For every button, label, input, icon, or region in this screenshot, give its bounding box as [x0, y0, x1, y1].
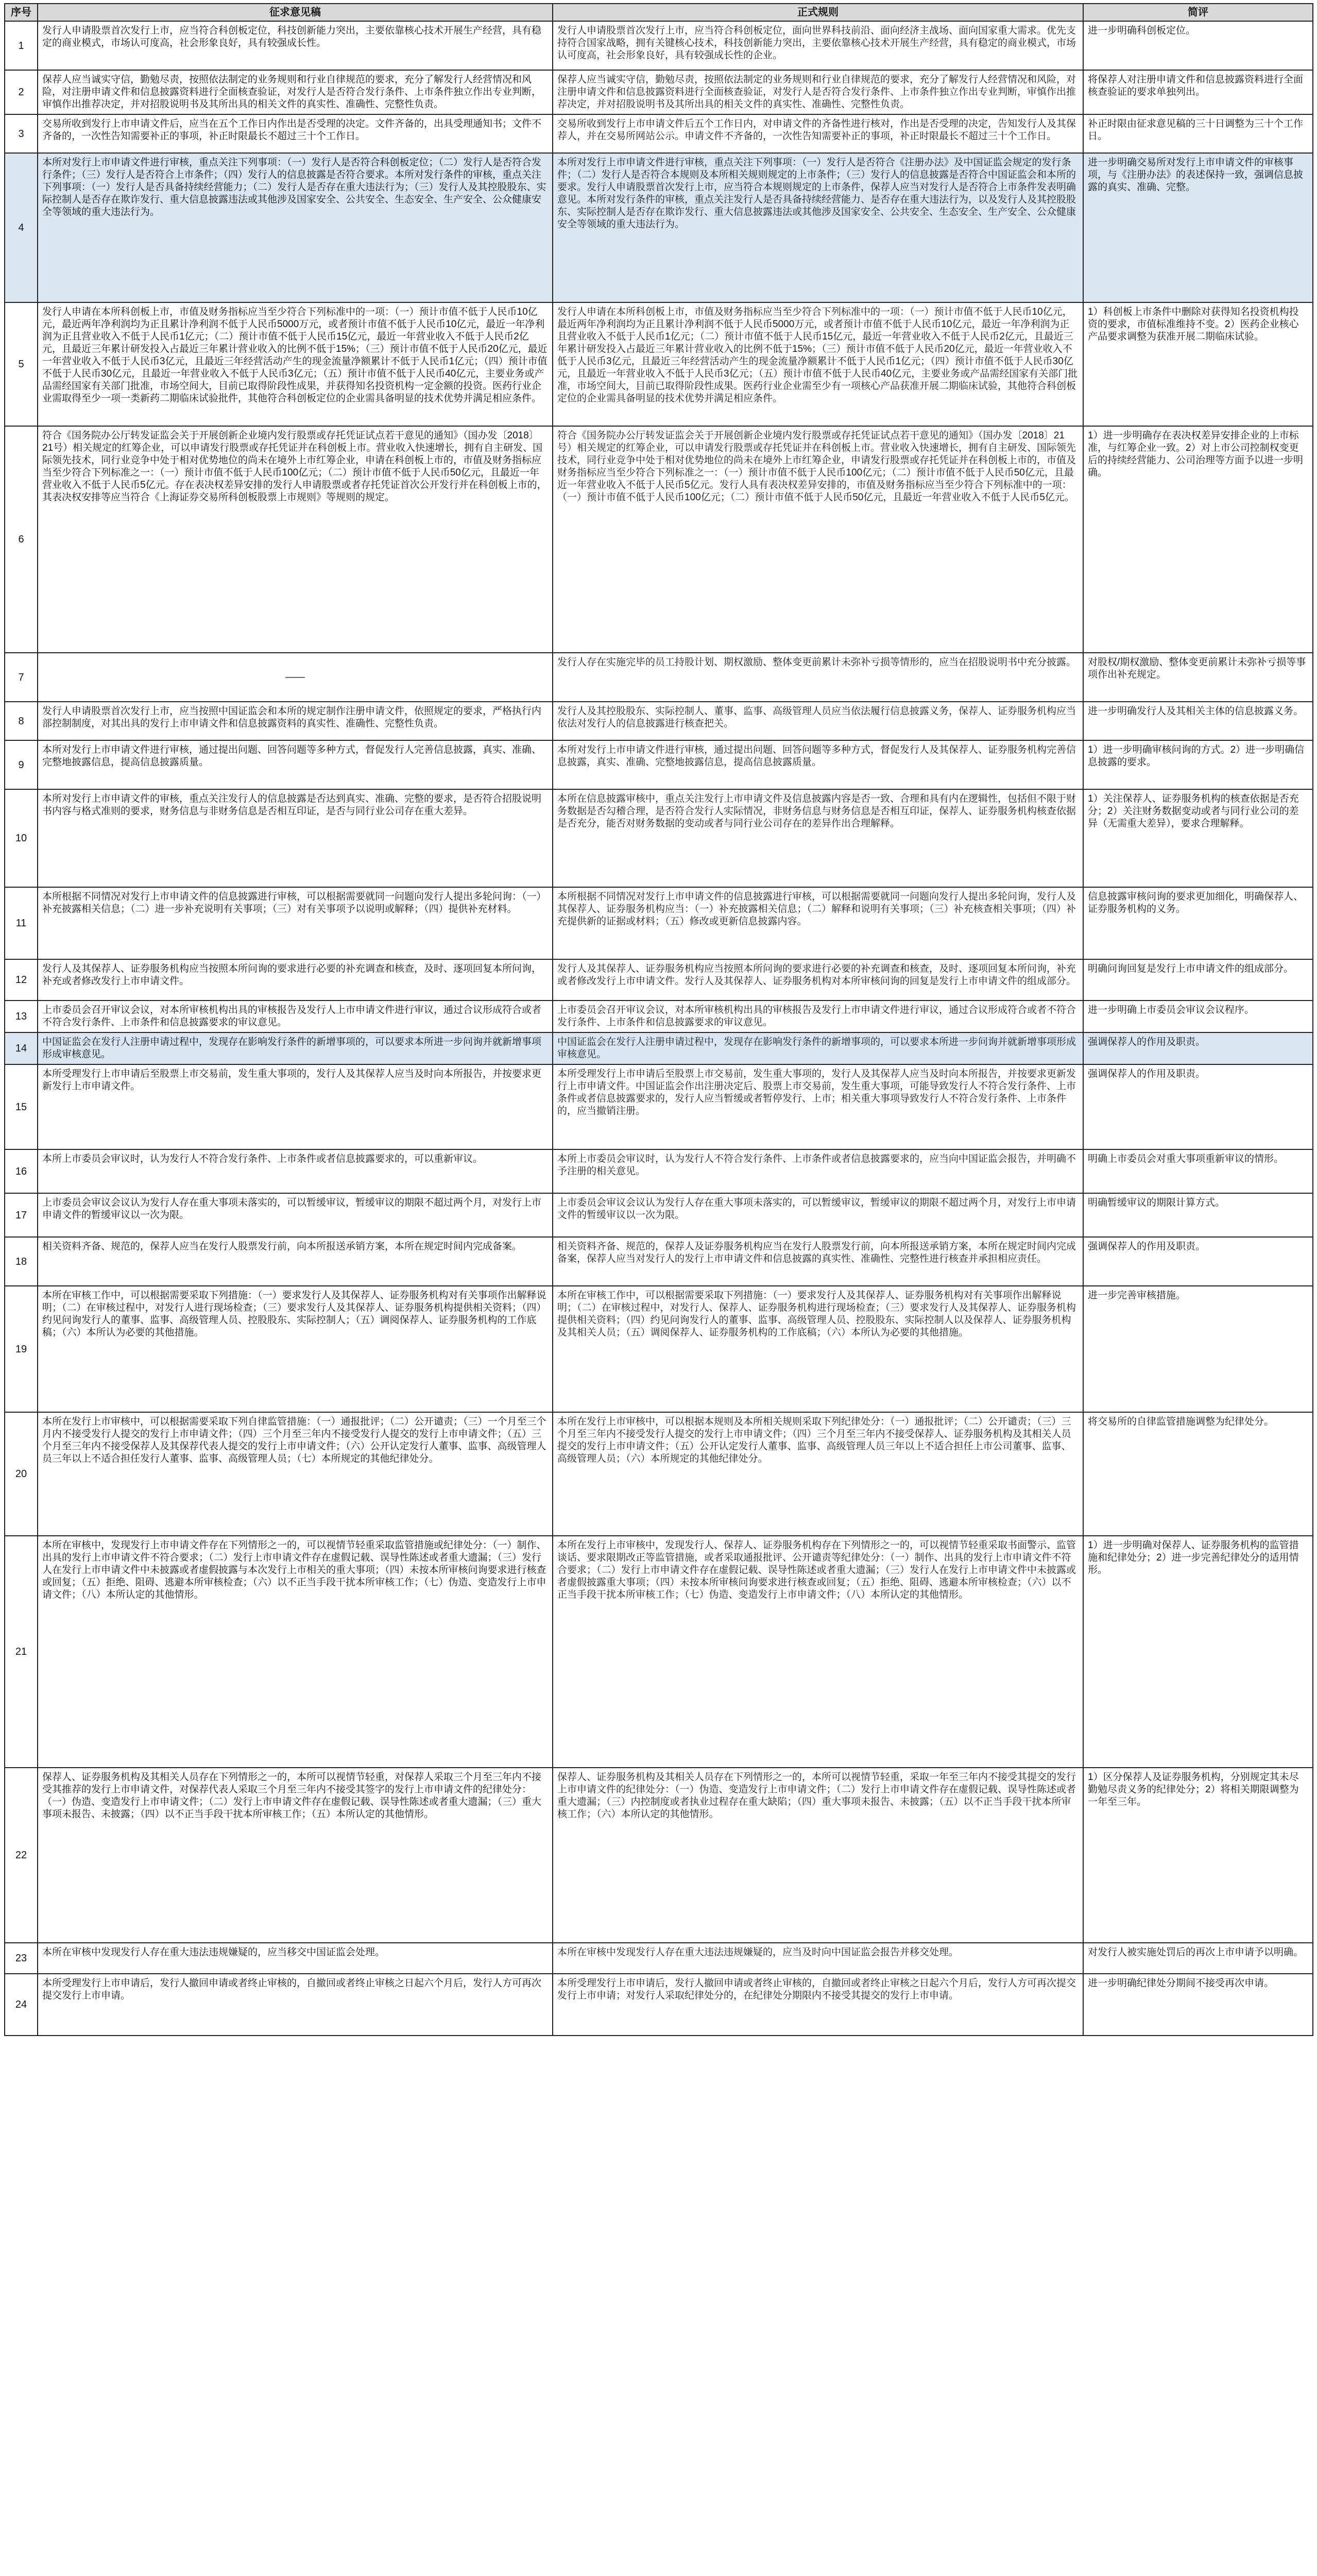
- comment-cell: 1）关注保荐人、证券服务机构的核查依据是否充分；2）关注财务数据变动或者与同行业公司的差异（无需重大差异），要求合理解释。: [1083, 789, 1313, 887]
- comment-cell: 1）进一步明确存在表决权差异安排企业的上市标准，与红筹企业一致。2）对上市公司控制权变更后的持续经营能力、公司治理等方面予以进一步明确。: [1083, 426, 1313, 653]
- comment-cell: 将保荐人对注册申请文件和信息披露资料进行全面核查验证的要求单独列出。: [1083, 70, 1313, 114]
- draft-text-cell: 上市委员会召开审议会议，对本所审核机构出具的审核报告及发行人上市申请文件进行审议，通过合议形成符合或者不符合发行条件、上市条件和信息披露要求的审议意见。: [38, 1001, 553, 1032]
- table-row: [5, 1768, 1313, 1943]
- comment-cell: 明确暂缓审议的期限计算方式。: [1083, 1193, 1313, 1237]
- table-row: [5, 887, 1313, 959]
- table-row: [5, 1974, 1313, 2036]
- draft-text-cell: 保荐人、证券服务机构及其相关人员存在下列情形之一的，本所可以视情节轻重，对保荐人采取三个月至三年内不接受其推荐的发行上市申请文件，对保荐代表人采取三个月至三年内不接受其签字的发行上市申请文件的纪律处分：（一）伪造、变造发行上市申请文件；（二）发行上市申请文件存在虚假记载、误导性陈述或者重大遗漏；（三）重大事项未报告、未披露；（四）以不正当手段干扰本所审核工作；（五）本所认定的其他情形。: [38, 1768, 553, 1943]
- draft-text-cell: 本所在审核中发现发行人存在重大违法违规嫌疑的，应当移交中国证监会处理。: [38, 1943, 553, 1974]
- final-text-cell: 发行人存在实施完毕的员工持股计划、期权激励、整体变更前累计未弥补亏损等情形的，应当在招股说明书中充分披露。: [553, 653, 1083, 702]
- row-index-cell: 17: [5, 1193, 38, 1237]
- row-index-cell: 15: [5, 1064, 38, 1149]
- comment-cell: 1）科创板上市条件中删除对获得知名投资机构投资的要求，市值标准维持不变。2）医药企业核心产品要求调整为获准开展二期临床试验。: [1083, 302, 1313, 426]
- final-text-cell: 符合《国务院办公厅转发证监会关于开展创新企业境内发行股票或存托凭证试点若干意见的通知》（国办发〔2018〕21号）相关规定的红筹企业，可以申请发行股票或存托凭证并在科创板上市。营业收入快速增长，拥有自主研发、国际领先技术，同行业竞争中处于相对优势地位的尚未在境外上市红筹企业，申请发行股票或存托凭证并在科创板上市的，市值及财务指标应当至少符合下列标准之一：（一）预计市值不低于人民币100亿元；（二）预计市值不低于人民币50亿元，且最近一年营业收入不低于人民币5亿元。发行人具有表决权差异安排的，市值及财务指标应当至少符合下列标准中的一项：（一）预计市值不低于人民币100亿元；（二）预计市值不低于人民币50亿元，且最近一年营业收入不低于人民币5亿元。: [553, 426, 1083, 653]
- final-text-cell: 发行人及其控股股东、实际控制人、董事、监事、高级管理人员应当依法履行信息披露义务，保荐人、证券服务机构应当依法对发行人的信息披露进行核查把关。: [553, 702, 1083, 740]
- table-body: [5, 21, 1313, 2036]
- row-index-cell: 22: [5, 1768, 38, 1943]
- draft-text-cell: 上市委员会审议会议认为发行人存在重大事项未落实的，可以暂缓审议，暂缓审议的期限不超过两个月，对发行上市申请文件的暂缓审议以一次为限。: [38, 1193, 553, 1237]
- table-row: [5, 70, 1313, 114]
- draft-text-cell: 本所在发行上市审核中，可以根据需要采取下列自律监管措施：（一）通报批评；（二）公开谴责；（三）一个月至三个月内不接受发行人提交的发行上市申请文件；（四）三个月至三年内不接受发行人提交的发行上市申请文件；（五）三个月至三年内不接受保荐人及其保荐代表人提交的发行上市申请文件；（六）公开认定发行人董事、监事、高级管理人员三年以上不适合担任发行人董事、监事、高级管理人员；（七）本所规定的其他纪律处分。: [38, 1412, 553, 1536]
- row-index-cell: 11: [5, 887, 38, 959]
- draft-text-cell: 本所在审核中，发现发行上市申请文件存在下列情形之一的，可以视情节轻重采取监管措施或纪律处分：（一）制作、出具的发行上市申请文件不符合要求；（二）发行上市申请文件存在虚假记载、误导性陈述或者重大遗漏；（三）发行人在发行上市申请文件中未披露或者虚假披露与本次发行上市相关的重大事项；（四）未按本所审核问询要求进行核查或回复；（五）拒绝、阻碍、逃避本所审核检查；（六）以不正当手段干扰本所审核工作；（七）伪造、变造发行上市申请文件；（八）本所认定的其他情形。: [38, 1536, 553, 1768]
- final-text-cell: 中国证监会在发行人注册申请过程中，发现存在影响发行条件的新增事项的，可以要求本所进一步问询并就新增事项形成审核意见。: [553, 1032, 1083, 1064]
- comment-cell: 1）进一步明确对保荐人、证券服务机构的监管措施和纪律处分；2）进一步完善纪律处分的适用情形。: [1083, 1536, 1313, 1768]
- table-row: [5, 302, 1313, 426]
- row-index-cell: 5: [5, 302, 38, 426]
- comment-cell: 补正时限由征求意见稿的三十日调整为三十个工作日。: [1083, 114, 1313, 153]
- row-index-cell: 10: [5, 789, 38, 887]
- final-text-cell: 上市委员会审议会议认为发行人存在重大事项未落实的，可以暂缓审议，暂缓审议的期限不超过两个月，对发行上市申请文件的暂缓审议以一次为限。: [553, 1193, 1083, 1237]
- comment-cell: 明确问询回复是发行上市申请文件的组成部分。: [1083, 959, 1313, 1001]
- final-text-cell: 本所在发行上市审核中，发现发行人、保荐人、证券服务机构存在下列情形之一的，可以视情节轻重采取书面警示、监管谈话、要求限期改正等监管措施，或者采取通报批评、公开谴责等纪律处分：（一）制作、出具的发行上市申请文件不符合要求；（二）发行上市申请文件存在虚假记载、误导性陈述或者重大遗漏；（三）发行人在发行上市申请文件中未披露或者虚假披露重大事项；（四）未按本所审核问询要求进行核查或回复；（五）拒绝、阻碍、逃避本所审核检查；（六）以不正当手段干扰本所审核工作；（七）伪造、变造发行上市申请文件；（八）本所认定的其他情形。: [553, 1536, 1083, 1768]
- table-row: [5, 702, 1313, 740]
- table-row: [5, 1149, 1313, 1193]
- draft-text-cell: ——: [38, 653, 553, 702]
- draft-text-cell: 保荐人应当诚实守信，勤勉尽责，按照依法制定的业务规则和行业自律规范的要求，充分了解发行人经营情况和风险，对注册申请文件和信息披露资料进行全面核查验证，对发行人是否符合发行条件、上市条件独立作出专业判断，审慎作出推荐决定，并对招股说明书及其所出具的相关文件的真实性、准确性、完整性负责。: [38, 70, 553, 114]
- row-index-cell: 23: [5, 1943, 38, 1974]
- table-row: [5, 1286, 1313, 1412]
- final-text-cell: 本所上市委员会审议时，认为发行人不符合发行条件、上市条件或者信息披露要求的，应当向中国证监会报告，并明确不予注册的相关意见。: [553, 1149, 1083, 1193]
- table-row: [5, 426, 1313, 653]
- comment-cell: 1）进一步明确审核问询的方式。2）进一步明确信息披露的要求。: [1083, 740, 1313, 789]
- final-text-cell: 上市委员会召开审议会议，对本所审核机构出具的审核报告及发行上市申请文件进行审议，通过合议形成符合或者不符合发行条件、上市条件和信息披露要求的审议意见。: [553, 1001, 1083, 1032]
- row-index-cell: 13: [5, 1001, 38, 1032]
- comment-cell: 对发行人被实施处罚后的再次上市申请予以明确。: [1083, 1943, 1313, 1974]
- comment-cell: 进一步明确科创板定位。: [1083, 21, 1313, 70]
- final-text-cell: 本所根据不同情况对发行上市申请文件的信息披露进行审核，可以根据需要就同一问题向发行人提出多轮问询，发行人及其保荐人、证券服务机构应当：（一）补充披露相关信息；（二）解释和说明有关事项；（三）补充核查相关事项；（四）补充提供新的证据或材料；（五）修改或更新信息披露内容。: [553, 887, 1083, 959]
- table-row: [5, 789, 1313, 887]
- row-index-cell: 6: [5, 426, 38, 653]
- comment-cell: 强调保荐人的作用及职责。: [1083, 1237, 1313, 1286]
- table-row: [5, 740, 1313, 789]
- final-text-cell: 本所在审核中发现发行人存在重大违法违规嫌疑的，应当及时向中国证监会报告并移交处理。: [553, 1943, 1083, 1974]
- header-final: 正式规则: [553, 4, 1083, 21]
- final-text-cell: 发行人申请股票首次发行上市，应当符合科创板定位，面向世界科技前沿、面向经济主战场、面向国家重大需求。优先支持符合国家战略，拥有关键核心技术，科技创新能力突出，主要依靠核心技术开展生产经营，具有稳定的商业模式，市场认可度高，社会形象良好，具有较强成长性的企业。: [553, 21, 1083, 70]
- row-index-cell: 20: [5, 1412, 38, 1536]
- table-row: [5, 1237, 1313, 1286]
- table-row: [5, 1064, 1313, 1149]
- final-text-cell: 本所在发行上市审核中，可以根据本规则及本所相关规则采取下列纪律处分：（一）通报批评；（二）公开谴责；（三）三个月至三年内不接受发行人提交的发行上市申请文件；（四）三个月至三年内不接受保荐人、证券服务机构及其相关人员提交的发行上市申请文件；（五）公开认定发行人董事、监事、高级管理人员三年以上不适合担任上市公司董事、监事、高级管理人员；（六）本所规定的其他纪律处分。: [553, 1412, 1083, 1536]
- row-index-cell: 14: [5, 1032, 38, 1064]
- table-row: [5, 959, 1313, 1001]
- comment-cell: 强调保荐人的作用及职责。: [1083, 1032, 1313, 1064]
- table-row: [5, 653, 1313, 702]
- draft-text-cell: 相关资料齐备、规范的，保荐人应当在发行人股票发行前，向本所报送承销方案，本所在规定时间内完成备案。: [38, 1237, 553, 1286]
- comment-cell: 1）区分保荐人及证券服务机构，分别规定其未尽勤勉尽责义务的纪律处分；2）将相关期限调整为一年至三年。: [1083, 1768, 1313, 1943]
- draft-text-cell: 发行人申请在本所科创板上市，市值及财务指标应当至少符合下列标准中的一项：（一）预计市值不低于人民币10亿元，最近两年净利润均为正且累计净利润不低于人民币5000万元，或者预计市值不低于人民币10亿元，最近一年净利润为正且营业收入不低于人民币1亿元；（二）预计市值不低于人民币15亿元，最近一年营业收入不低于人民币2亿元，且最近三年累计研发投入占最近三年累计营业收入的比例不低于15%；（三）预计市值不低于人民币20亿元，最近一年营业收入不低于人民币3亿元，且最近三年经营活动产生的现金流量净额累计不低于人民币1亿元；（四）预计市值不低于人民币30亿元，且最近一年营业收入不低于人民币3亿元；（五）预计市值不低于人民币40亿元，主要业务或产品需经国家有关部门批准，市场空间大，目前已取得阶段性成果，并获得知名投资机构一定金额的投资。医药行业企业需取得至少一项一类新药二期临床试验批件，其他符合科创板定位的企业需具备明显的技术优势并满足相应条件。: [38, 302, 553, 426]
- final-text-cell: 本所受理发行上市申请后至股票上市交易前，发生重大事项的，发行人及其保荐人应当及时向本所报告，并按要求更新发行上市申请文件。中国证监会作出注册决定后、股票上市交易前，发生重大事项，可能导致发行人不符合发行条件、上市条件或者信息披露要求的，发行人应当暂缓或者暂停发行、上市；相关重大事项导致发行人不符合发行条件、上市条件的，应当撤销注册。: [553, 1064, 1083, 1149]
- comment-cell: 对股权/期权激励、整体变更前累计未弥补亏损等事项作出补充规定。: [1083, 653, 1313, 702]
- final-text-cell: 保荐人应当诚实守信，勤勉尽责，按照依法制定的业务规则和行业自律规范的要求，充分了解发行人经营情况和风险，对注册申请文件和信息披露资料进行全面核查验证，对发行人是否符合发行条件、上市条件独立作出专业判断，审慎作出推荐决定，并对招股说明书及其所出具的相关文件的真实性、准确性、完整性负责。: [553, 70, 1083, 114]
- draft-text-cell: 发行人申请股票首次发行上市，应当按照中国证监会和本所的规定制作注册申请文件，依照规定的要求，严格执行内部控制制度，对其出具的发行上市申请文件和信息披露资料的真实性、准确性、完整性负责。: [38, 702, 553, 740]
- draft-text-cell: 符合《国务院办公厅转发证监会关于开展创新企业境内发行股票或存托凭证试点若干意见的通知》（国办发〔2018〕21号）相关规定的红筹企业，可以申请发行股票或存托凭证并在科创板上市。营业收入快速增长，拥有自主研发、国际领先技术，同行业竞争中处于相对优势地位的尚未在境外上市红筹企业，申请在科创板上市的，市值及财务指标应当至少符合下列标准之一：（一）预计市值不低于人民币100亿元；（二）预计市值不低于人民币50亿元，且最近一年营业收入不低于人民币5亿元。存在表决权差异安排的发行人申请股票或者存托凭证首次公开发行并在科创板上市的，其表决权安排等应当符合《上海证券交易所科创板股票上市规则》等规则的规定。: [38, 426, 553, 653]
- table-row: [5, 1536, 1313, 1768]
- draft-text-cell: 本所对发行上市申请文件的审核，重点关注发行人的信息披露是否达到真实、准确、完整的要求，是否符合招股说明书内容与格式准则的要求，财务信息与非财务信息是否相互印证，是否与同行业公司存在重大差异。: [38, 789, 553, 887]
- comment-cell: 进一步明确交易所对发行上市申请文件的审核事项，与《注册办法》的表述保持一致，强调信息披露的真实、准确、完整。: [1083, 153, 1313, 302]
- final-text-cell: 发行人及其保荐人、证券服务机构应当按照本所问询的要求进行必要的补充调查和核查，及时、逐项回复本所问询，补充或者修改发行上市申请文件。发行人及其保荐人、证券服务机构对本所审核问询的回复是发行上市申请文件的组成部分。: [553, 959, 1083, 1001]
- comment-cell: 强调保荐人的作用及职责。: [1083, 1064, 1313, 1149]
- draft-text-cell: 本所对发行上市申请文件进行审核，通过提出问题、回答问题等多种方式，督促发行人完善信息披露，真实、准确、完整地披露信息，提高信息披露质量。: [38, 740, 553, 789]
- final-text-cell: 本所在信息披露审核中，重点关注发行上市申请文件及信息披露内容是否一致、合理和具有内在逻辑性，包括但不限于财务数据是否勾稽合理，是否符合发行人实际情况，非财务信息与财务信息是否相互印证，保荐人、证券服务机构核查依据是否充分，能否对财务数据的变动或者与同行业公司存在的差异作出合理解释。: [553, 789, 1083, 887]
- comment-cell: 进一步明确纪律处分期间不接受再次申请。: [1083, 1974, 1313, 2036]
- header-draft: 征求意见稿: [38, 4, 553, 21]
- draft-text-cell: 本所对发行上市申请文件进行审核，重点关注下列事项：（一）发行人是否符合科创板定位；（二）发行人是否符合发行条件；（三）发行人是否符合上市条件；（四）发行人的信息披露是否符合要求。本所对发行条件的审核，重点关注下列事项：（一）发行人是否具备持续经营能力；（二）发行人是否存在重大违法行为；（三）发行人及其控股股东、实际控制人是否存在欺诈发行、重大信息披露违法或其他涉及国家安全、公共安全、生态安全、生产安全、公众健康安全等领域的重大违法行为。: [38, 153, 553, 302]
- table-row: [5, 1032, 1313, 1064]
- table-header-row: [5, 4, 1313, 21]
- row-index-cell: 18: [5, 1237, 38, 1286]
- row-index-cell: 9: [5, 740, 38, 789]
- comment-cell: 进一步明确发行人及其相关主体的信息披露义务。: [1083, 702, 1313, 740]
- comment-cell: 进一步明确上市委员会审议会议程序。: [1083, 1001, 1313, 1032]
- draft-text-cell: 交易所收到发行上市申请文件后，应当在五个工作日内作出是否受理的决定。文件齐备的，出具受理通知书；文件不齐备的，一次性告知需要补正的事项，补正时限最长不超过三十个工作日。: [38, 114, 553, 153]
- header-comment: 简评: [1083, 4, 1313, 21]
- row-index-cell: 7: [5, 653, 38, 702]
- final-text-cell: 相关资料齐备、规范的，保荐人及证券服务机构应当在发行人股票发行前，向本所报送承销方案，本所在规定时间内完成备案，保荐人应当对发行人的发行上市申请文件和信息披露的真实性、准确性、完整性进行核查并承担相应责任。: [553, 1237, 1083, 1286]
- draft-text-cell: 本所上市委员会审议时，认为发行人不符合发行条件、上市条件或者信息披露要求的，可以重新审议。: [38, 1149, 553, 1193]
- draft-text-cell: 本所受理发行上市申请后，发行人撤回申请或者终止审核的，自撤回或者终止审核之日起六个月后，发行人方可再次提交发行上市申请。: [38, 1974, 553, 2036]
- row-index-cell: 2: [5, 70, 38, 114]
- table-row: [5, 1412, 1313, 1536]
- draft-text-cell: 中国证监会在发行人注册申请过程中，发现存在影响发行条件的新增事项的，可以要求本所进一步问询并就新增事项形成审核意见。: [38, 1032, 553, 1064]
- row-index-cell: 24: [5, 1974, 38, 2036]
- comment-cell: 信息披露审核问询的要求更加细化，明确保荐人、证券服务机构的义务。: [1083, 887, 1313, 959]
- comment-cell: 进一步完善审核措施。: [1083, 1286, 1313, 1412]
- final-text-cell: 本所对发行上市申请文件进行审核，通过提出问题、回答问题等多种方式，督促发行人及其保荐人、证券服务机构完善信息披露，真实、准确、完整地披露信息，提高信息披露质量。: [553, 740, 1083, 789]
- final-text-cell: 保荐人、证券服务机构及其相关人员存在下列情形之一的，本所可以视情节轻重，采取一年至三年内不接受其提交的发行上市申请文件的纪律处分：（一）伪造、变造发行上市申请文件；（二）发行上市申请文件存在虚假记载、误导性陈述或者重大遗漏；（三）内控制度或者执业过程存在重大缺陷；（四）重大事项未报告、未披露；（五）以不正当手段干扰本所审核工作；（六）本所认定的其他情形。: [553, 1768, 1083, 1943]
- draft-text-cell: 本所在审核工作中，可以根据需要采取下列措施：（一）要求发行人及其保荐人、证券服务机构对有关事项作出解释说明；（二）在审核过程中，对发行人进行现场检查；（三）要求发行人及其保荐人、证券服务机构提供相关资料；（四）约见问询发行人的董事、监事、高级管理人员、控股股东、实际控制人；（五）调阅保荐人、证券服务机构的工作底稿；（六）本所认为必要的其他措施。: [38, 1286, 553, 1412]
- comment-cell: 明确上市委员会对重大事项重新审议的情形。: [1083, 1149, 1313, 1193]
- table-row: [5, 21, 1313, 70]
- final-text-cell: 本所对发行上市申请文件进行审核，重点关注下列事项：（一）发行人是否符合《注册办法》及中国证监会规定的发行条件；（二）发行人是否符合本规则及本所相关规则规定的上市条件；（三）发行人的信息披露是否符合中国证监会和本所的要求。发行人申请股票首次发行上市，应当符合本规则规定的上市条件，保荐人应当对发行人是否符合上市条件发表明确意见。本所对发行条件的审核，重点关注发行人是否具备持续经营能力、是否存在重大违法行为，以及发行人及其控股股东、实际控制人是否存在欺诈发行、重大信息披露违法或其他涉及国家安全、公共安全、生态安全、生产安全、公众健康安全等领域的重大违法行为。: [553, 153, 1083, 302]
- draft-text-cell: 发行人及其保荐人、证券服务机构应当按照本所问询的要求进行必要的补充调查和核查，及时、逐项回复本所问询，补充或者修改发行上市申请文件。: [38, 959, 553, 1001]
- header-idx: 序号: [5, 4, 38, 21]
- final-text-cell: 发行人申请在本所科创板上市，市值及财务指标应当至少符合下列标准中的一项：（一）预计市值不低于人民币10亿元，最近两年净利润均为正且累计净利润不低于人民币5000万元，或者预计市值不低于人民币10亿元，最近一年净利润为正且营业收入不低于人民币1亿元；（二）预计市值不低于人民币15亿元，最近一年营业收入不低于人民币2亿元，且最近三年累计研发投入占最近三年累计营业收入的比例不低于15%；（三）预计市值不低于人民币20亿元，最近一年营业收入不低于人民币3亿元，且最近三年经营活动产生的现金流量净额累计不低于人民币1亿元；（四）预计市值不低于人民币30亿元，且最近一年营业收入不低于人民币3亿元；（五）预计市值不低于人民币40亿元，主要业务或产品需经国家有关部门批准，市场空间大，目前已取得阶段性成果。医药行业企业需至少有一项核心产品获准开展二期临床试验，其他符合科创板定位的企业需具备明显的技术优势并满足相应条件。: [553, 302, 1083, 426]
- final-text-cell: 本所受理发行上市申请后，发行人撤回申请或者终止审核的，自撤回或者终止审核之日起六个月后，发行人方可再次提交发行上市申请；对发行人采取纪律处分的，在纪律处分期限内不接受其提交的发行上市申请。: [553, 1974, 1083, 2036]
- row-index-cell: 21: [5, 1536, 38, 1768]
- final-text-cell: 本所在审核工作中，可以根据需要采取下列措施：（一）要求发行人及其保荐人、证券服务机构对有关事项作出解释说明；（二）在审核过程中，对发行人、保荐人、证券服务机构进行现场检查；（三）要求发行人及其保荐人、证券服务机构提供相关资料；（四）约见问询发行人的董事、监事、高级管理人员、控股股东、实际控制人以及保荐人、证券服务机构及其相关人员；（五）调阅保荐人、证券服务机构的工作底稿；（六）本所认为必要的其他措施。: [553, 1286, 1083, 1412]
- final-text-cell: 交易所收到发行上市申请文件后五个工作日内，对申请文件的齐备性进行核对，作出是否受理的决定，告知发行人及其保荐人，并在交易所网站公示。申请文件不齐备的，一次性告知需要补正的事项，补正时限最长不超过三十个工作日。: [553, 114, 1083, 153]
- row-index-cell: 19: [5, 1286, 38, 1412]
- table-row: [5, 114, 1313, 153]
- table-row: [5, 153, 1313, 302]
- table-row: [5, 1193, 1313, 1237]
- table-row: [5, 1943, 1313, 1974]
- comparison-table: [4, 3, 1313, 2036]
- row-index-cell: 1: [5, 21, 38, 70]
- table-row: [5, 1001, 1313, 1032]
- row-index-cell: 12: [5, 959, 38, 1001]
- draft-text-cell: 发行人申请股票首次发行上市，应当符合科创板定位，科技创新能力突出，主要依靠核心技术开展生产经营，具有稳定的商业模式，市场认可度高，社会形象良好，具有较强成长性。: [38, 21, 553, 70]
- row-index-cell: 8: [5, 702, 38, 740]
- row-index-cell: 4: [5, 153, 38, 302]
- comment-cell: 将交易所的自律监管措施调整为纪律处分。: [1083, 1412, 1313, 1536]
- row-index-cell: 16: [5, 1149, 38, 1193]
- draft-text-cell: 本所根据不同情况对发行上市申请文件的信息披露进行审核，可以根据需要就同一问题向发行人提出多轮问询：（一）补充披露相关信息；（二）进一步补充说明有关事项；（三）对有关事项予以说明或解释；（四）提供补充材料。: [38, 887, 553, 959]
- draft-text-cell: 本所受理发行上市申请后至股票上市交易前，发生重大事项的，发行人及其保荐人应当及时向本所报告，并按要求更新发行上市申请文件。: [38, 1064, 553, 1149]
- row-index-cell: 3: [5, 114, 38, 153]
